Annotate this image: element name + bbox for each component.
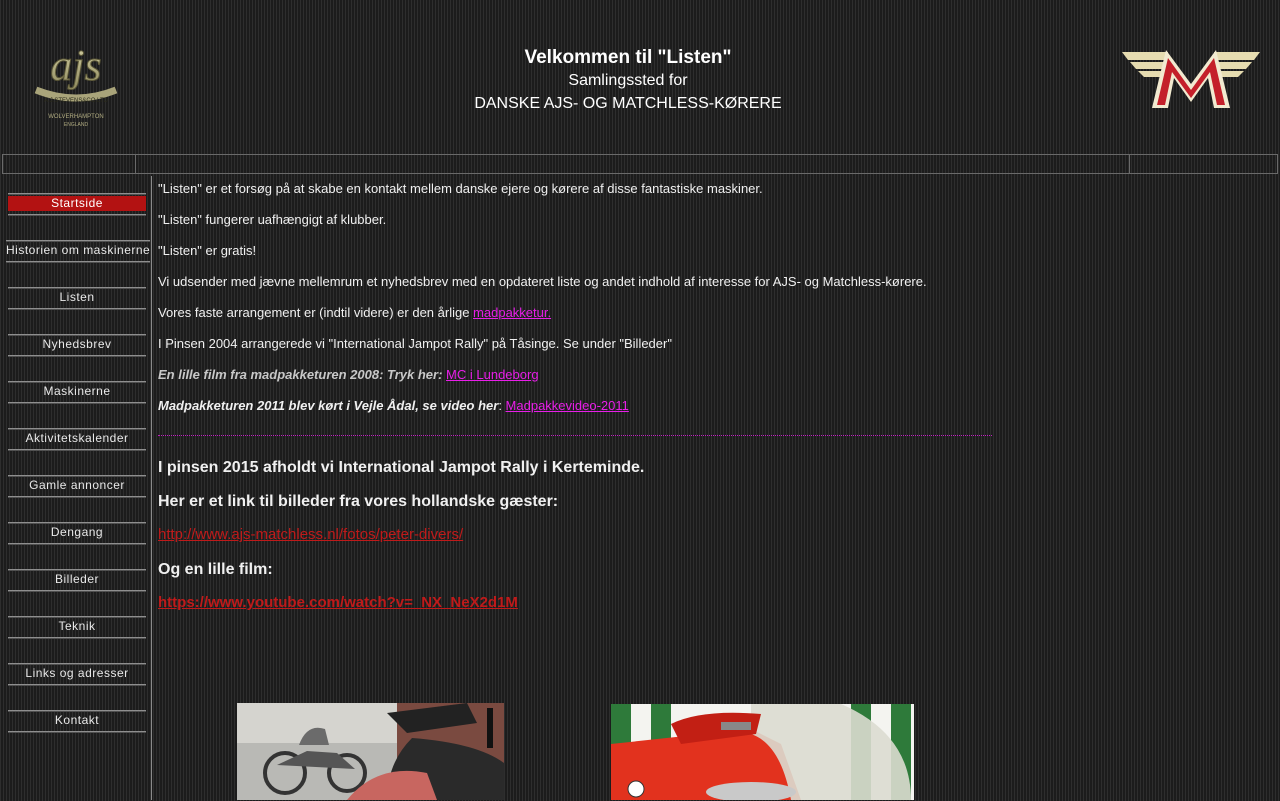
nav-label: Teknik <box>58 619 96 633</box>
nav-label: Historien om maskinerne <box>6 243 150 257</box>
rally-2004-paragraph: I Pinsen 2004 arrangerede vi "International Jampot Rally" på Tåsinge. Se under "Billeder" <box>158 336 672 351</box>
nav-historien[interactable] <box>6 239 150 263</box>
youtube-link[interactable]: https://www.youtube.com/watch?v=_NX_NeX2d1M <box>158 594 518 611</box>
nav-links-og-adresser[interactable] <box>8 662 146 686</box>
nav-label: Maskinerne <box>43 384 111 398</box>
subtitle-2: DANSKE AJS- OG MATCHLESS-KØRERE <box>474 95 782 112</box>
free-paragraph: "Listen" er gratis! <box>158 243 257 258</box>
dutch-photos-link[interactable]: http://www.ajs-matchless.nl/fotos/peter-divers/ <box>158 526 464 543</box>
nav-nyhedsbrev[interactable] <box>8 333 146 357</box>
nav-label: Gamle annoncer <box>29 478 125 492</box>
youtube-link-row <box>158 595 518 611</box>
independence-paragraph: "Listen" fungerer uafhængigt af klubber. <box>158 212 387 227</box>
nav-label: Aktivitetskalender <box>25 431 129 445</box>
welcome-block <box>378 46 878 115</box>
nav-startside[interactable] <box>8 192 146 216</box>
nav-dengang[interactable] <box>8 521 146 545</box>
video-2011-colon: : <box>498 398 506 413</box>
film-heading: Og en lille film: <box>158 561 273 578</box>
video-2011-text: Madpakketuren 2011 blev kørt i Vejle Ådal, se video her <box>158 398 499 413</box>
madpakketur-link[interactable]: madpakketur. <box>473 305 552 320</box>
film-2008-paragraph <box>158 367 539 383</box>
event-text: Vores faste arrangement er (indtil videre) er den årlige <box>158 305 474 320</box>
divider-cell-right <box>1129 154 1278 174</box>
video-2011-paragraph <box>158 398 629 414</box>
divider-cell-left <box>2 154 136 174</box>
matchless-logo <box>1120 44 1262 112</box>
ajs-logo <box>30 28 122 128</box>
sidebar-nav <box>0 176 152 800</box>
nav-label: Billeder <box>54 572 100 586</box>
header <box>0 0 1280 152</box>
svg-text:A.J.STEVENS&CO.LTD: A.J.STEVENS&CO.LTD <box>44 98 108 104</box>
nav-label: Startside <box>8 196 146 211</box>
nav-billeder[interactable] <box>8 568 146 592</box>
nav-label: Dengang <box>50 525 104 539</box>
nav-label: Nyhedsbrev <box>42 337 112 351</box>
divider-cell-center <box>135 154 1130 174</box>
intro-paragraph: "Listen" er et forsøg på at skabe en kontakt mellem danske ejere og kørere af disse fantastiske maskiner. <box>158 181 763 196</box>
nav-label: Links og adresser <box>25 666 129 680</box>
dutch-link-heading: Her er et link til billeder fra vores hollandske gæster: <box>158 493 559 510</box>
nav-listen[interactable] <box>8 286 146 310</box>
madpakkevideo-link[interactable]: Madpakkevideo-2011 <box>505 398 629 413</box>
rally-2015-heading: I pinsen 2015 afholdt vi International Jampot Rally i Kerteminde. <box>158 459 645 476</box>
nav-label: Listen <box>59 290 95 304</box>
subtitle: Samlingssted for <box>568 72 688 89</box>
photo-motorcycle-right[interactable] <box>611 704 914 801</box>
nav-aktivitetskalender[interactable] <box>8 427 146 451</box>
film-2008-text: En lille film fra madpakketuren 2008: Tryk her: <box>158 367 447 382</box>
event-paragraph <box>158 305 551 321</box>
nav-gamle-annoncer[interactable] <box>8 474 146 498</box>
dutch-link-row <box>158 527 463 543</box>
dotted-divider <box>158 435 992 436</box>
newsletter-paragraph: Vi udsender med jævne mellemrum et nyhedsbrev med en opdateret liste og andet indhold af interesse for AJS- og Matchless-kørere. <box>158 274 927 289</box>
mc-lundeborg-link[interactable]: MC i Lundeborg <box>446 367 539 382</box>
ajs-logo-letters: ajs <box>50 41 102 90</box>
nav-kontakt[interactable] <box>8 709 146 733</box>
svg-text:ENGLAND: ENGLAND <box>63 122 89 128</box>
page-title: Velkommen til "Listen" <box>524 47 732 68</box>
nav-teknik[interactable] <box>8 615 146 639</box>
nav-label: Kontakt <box>54 713 100 727</box>
svg-text:WOLVERHAMPTON: WOLVERHAMPTON <box>48 114 104 120</box>
nav-maskinerne[interactable] <box>8 380 146 404</box>
photo-motorcycle-left[interactable] <box>237 703 504 800</box>
